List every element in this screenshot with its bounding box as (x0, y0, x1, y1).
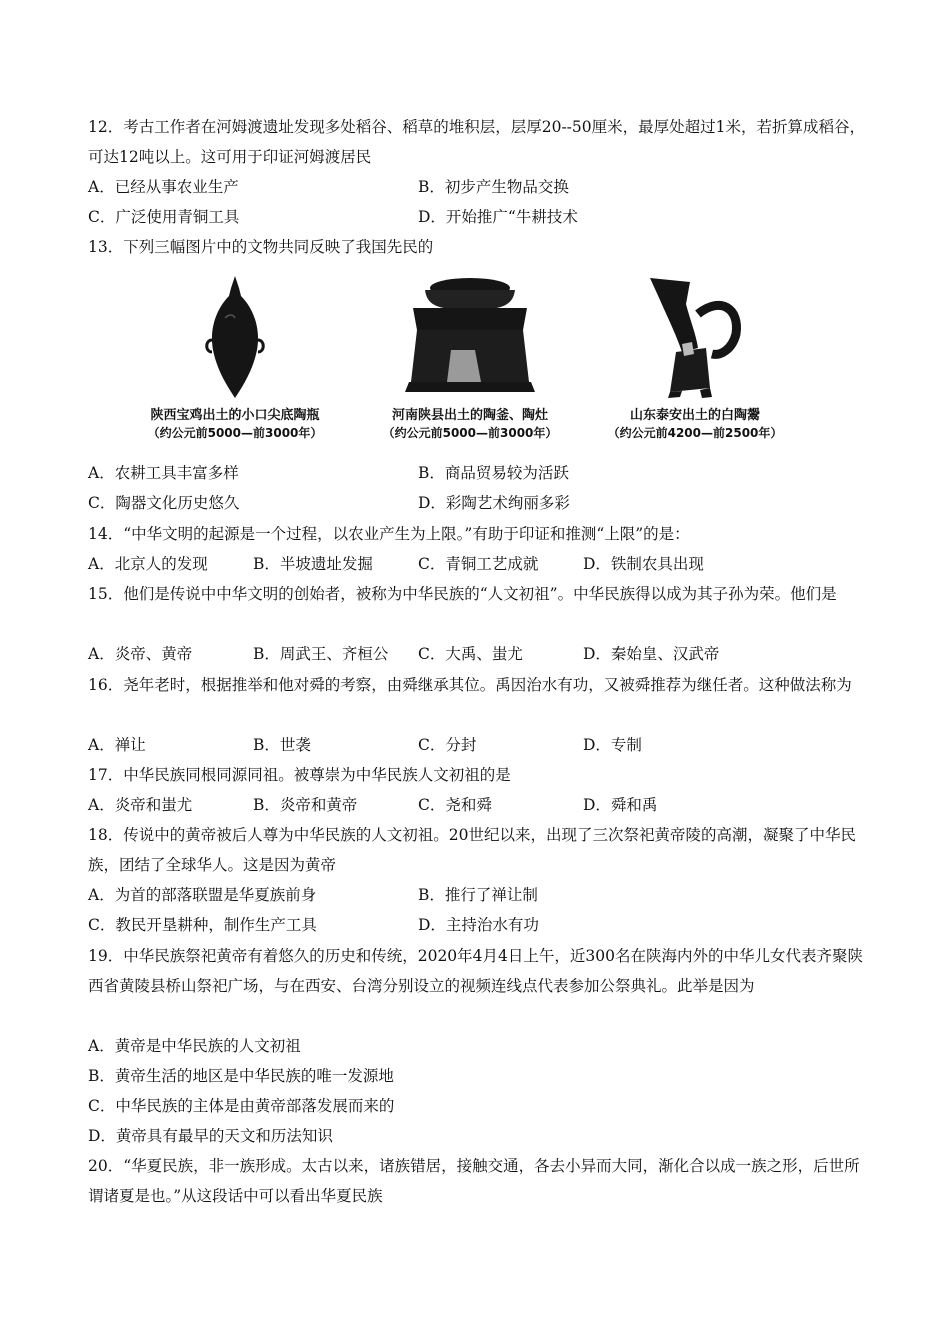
question-14-stem: 14．“中华文明的起源是一个过程，以农业产生为上限。”有助于印证和推测“上限”的是： (88, 525, 690, 543)
option-a: A．农耕工具丰富多样 (88, 464, 239, 482)
option-a: A．禅让 (88, 736, 146, 754)
question-15-stem: 15．他们是传说中中华文明的创始者，被称为中华民族的“人文初祖”。中华民族得以成为其子孙为荣。他们是 (88, 585, 837, 603)
caption-1: 陕西宝鸡出土的小口尖底陶瓶 (150, 408, 320, 423)
option-b: B．推行了禅让制 (418, 886, 538, 904)
caption-2-date: （约公元前5000—前3000年） (382, 426, 558, 440)
option-a: A．北京人的发现 (88, 555, 208, 573)
option-b: B．炎帝和黄帝 (253, 796, 358, 814)
option-b: B．黄帝生活的地区是中华民族的唯一发源地 (88, 1067, 394, 1085)
option-a: A．炎帝、黄帝 (88, 645, 193, 663)
option-a: A．已经从事农业生产 (88, 178, 239, 196)
question-16-options (88, 730, 868, 760)
question-19-option-a (88, 1031, 868, 1061)
option-b: B．周武王、齐桓公 (253, 645, 389, 663)
option-c: C．陶器文化历史悠久 (88, 494, 240, 512)
option-c: C．尧和舜 (418, 796, 492, 814)
question-12-options-row-1 (88, 172, 868, 202)
option-a: A．炎帝和蚩尤 (88, 796, 193, 814)
option-c: C．分封 (418, 736, 477, 754)
white-pottery-gui-image (640, 274, 750, 399)
question-13-stem: 13．下列三幅图片中的文物共同反映了我国先民的 (88, 238, 434, 256)
question-20-stem: 20．“华夏民族，非一族形成。太古以来，诸族错居，接触交通，各去小异而大同，渐化合以成一族之形，后世所谓诸夏是也。”从这段话中可以看出华夏民族 (88, 1157, 860, 1205)
option-d: D．舜和禹 (583, 796, 658, 814)
question-18-options-row-2 (88, 910, 868, 940)
question-16-stem: 16．尧年老时，根据推举和他对舜的考察，由舜继承其位。禹因治水有功，又被舜推荐为继任者。这种做法称为 (88, 676, 852, 694)
option-c: C．大禹、蚩尤 (418, 645, 523, 663)
option-b: B．商品贸易较为活跃 (418, 464, 569, 482)
option-b: B．初步产生物品交换 (418, 178, 569, 196)
option-a: A．为首的部落联盟是华夏族前身 (88, 886, 317, 904)
option-d: D．黄帝具有最早的天文和历法知识 (88, 1127, 333, 1145)
caption-2: 河南陕县出土的陶釜、陶灶 (391, 408, 548, 423)
caption-1-date: （约公元前5000—前3000年） (147, 426, 323, 440)
pointed-bottom-bottle-image (195, 274, 275, 399)
question-14-options (88, 549, 868, 579)
option-c: C．中华民族的主体是由黄帝部落发展而来的 (88, 1097, 395, 1115)
caption-3-date: （约公元前4200—前2500年） (607, 426, 783, 440)
option-d: D．主持治水有功 (418, 916, 539, 934)
question-19-option-b (88, 1061, 868, 1091)
artifact-white-gui (590, 274, 800, 441)
question-17-options (88, 790, 868, 820)
artifact-pot-stove (355, 274, 585, 441)
option-c: C．广泛使用青铜工具 (88, 208, 240, 226)
option-c: C．青铜工艺成就 (418, 555, 539, 573)
question-15-options (88, 639, 868, 669)
artifact-pointed-bottle (120, 274, 350, 441)
question-12-stem: 12．考古工作者在河姆渡遗址发现多处稻谷、稻草的堆积层，层厚20--50厘米，最厚处超过1米，若折算成稻谷，可达12吨以上。这可用于印证河姆渡居民 (88, 118, 866, 166)
option-d: D．开始推广“牛耕技术 (418, 208, 578, 226)
option-d: D．秦始皇、汉武帝 (583, 645, 720, 663)
option-a: A．黄帝是中华民族的人文初祖 (88, 1037, 301, 1055)
question-17-stem: 17．中华民族同根同源同祖。被尊崇为中华民族人文初祖的是 (88, 766, 511, 784)
pottery-cauldron-stove-image (395, 274, 545, 399)
artifact-figure (120, 274, 800, 454)
question-13-options-row-2 (88, 488, 868, 518)
option-d: D．铁制农具出现 (583, 555, 704, 573)
option-d: D．彩陶艺术绚丽多彩 (418, 494, 570, 512)
question-13-options-row-1 (88, 458, 868, 488)
question-18-options-row-1 (88, 880, 868, 910)
option-c: C．教民开垦耕种，制作生产工具 (88, 916, 317, 934)
question-19-option-d (88, 1121, 868, 1151)
option-b: B．半坡遗址发掘 (253, 555, 373, 573)
question-19-stem: 19．中华民族祭祀黄帝有着悠久的历史和传统，2020年4月4日上午，近300名在陕海内外的中华儿女代表齐聚陕西省黄陵县桥山祭祀广场，与在西安、台湾分别设立的视频连线点代表参加公祭典礼。此举是因为 (88, 947, 863, 995)
question-19-option-c (88, 1091, 868, 1121)
question-12-options-row-2 (88, 202, 868, 232)
option-b: B．世袭 (253, 736, 311, 754)
caption-3: 山东泰安出土的白陶鬶 (629, 408, 760, 423)
question-18-stem: 18．传说中的黄帝被后人尊为中华民族的人文初祖。20世纪以来，出现了三次祭祀黄帝陵的高潮，凝聚了中华民族，团结了全球华人。这是因为黄帝 (88, 826, 856, 874)
option-d: D．专制 (583, 736, 642, 754)
